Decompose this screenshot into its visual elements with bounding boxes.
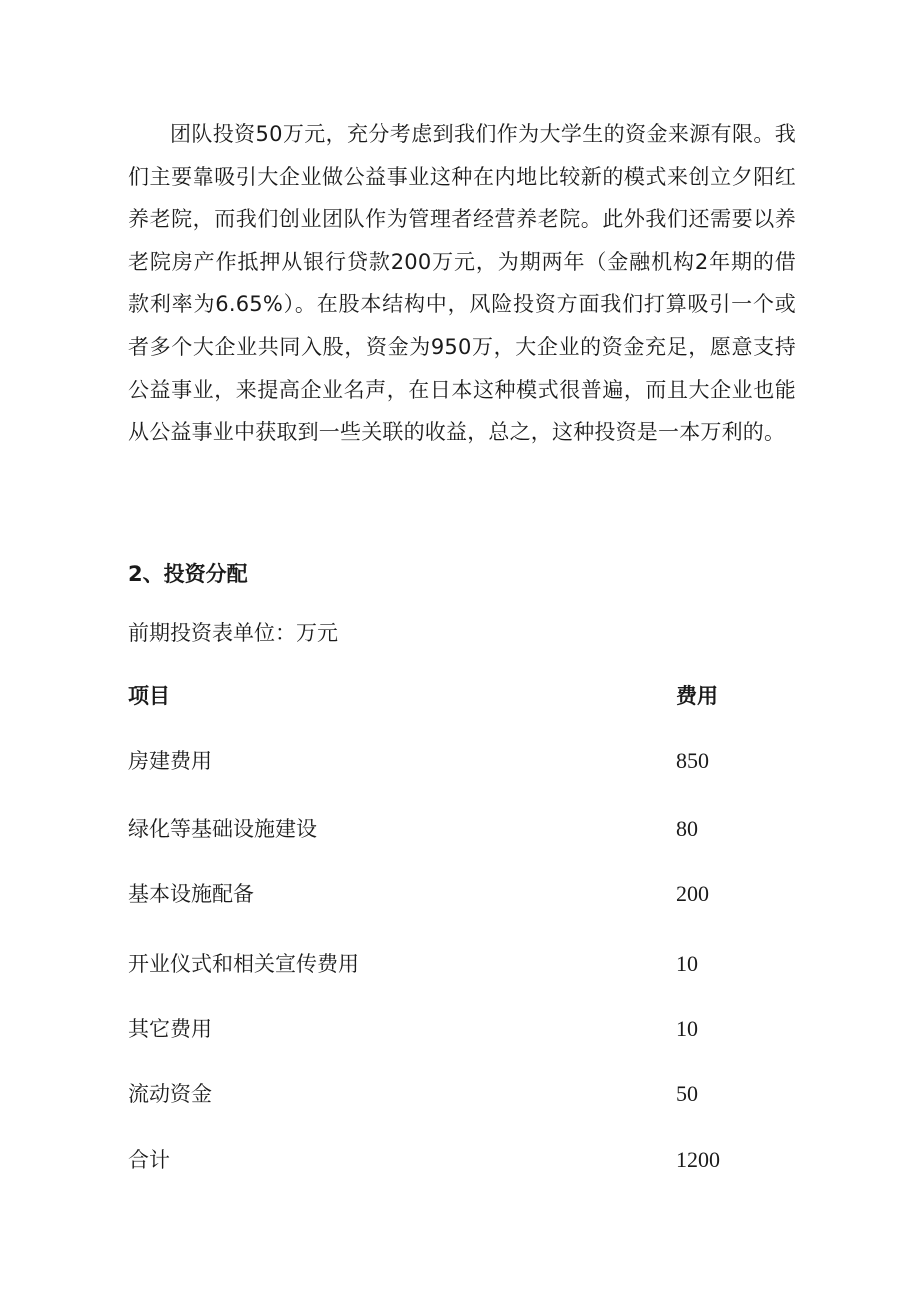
column-header-cost: 费用	[676, 684, 718, 708]
table-row-total	[128, 1143, 768, 1177]
table-row	[128, 812, 768, 846]
table-cell-item: 合计	[128, 1148, 170, 1172]
column-header-item: 项目	[128, 684, 170, 708]
table-header-row	[128, 679, 768, 713]
table-cell-cost: 200	[676, 881, 709, 906]
table-cell-item: 开业仪式和相关宣传费用	[128, 952, 359, 976]
table-cell-cost: 10	[676, 1016, 698, 1041]
table-cell-item: 其它费用	[128, 1017, 212, 1041]
table-row	[128, 1077, 768, 1111]
table-cell-cost: 50	[676, 1081, 698, 1106]
table-cell-item: 房建费用	[128, 749, 212, 773]
table-row	[128, 1012, 768, 1046]
table-cell-cost: 1200	[676, 1147, 720, 1172]
table-cell-cost: 80	[676, 816, 698, 841]
table-caption: 前期投资表单位：万元	[128, 621, 338, 645]
table-row	[128, 744, 768, 778]
table-cell-cost: 850	[676, 748, 709, 773]
section-heading: 2、投资分配	[128, 562, 248, 586]
body-paragraph: 团队投资50万元，充分考虑到我们作为大学生的资金来源有限。我们主要靠吸引大企业做公益事业这种在内地比较新的模式来创立夕阳红养老院，而我们创业团队作为管理者经营养老院。此外我们还需要以养老院房产作抵押从银行贷款200万元，为期两年（金融机构2年期的借款利率为6.65%）。在股本结构中，风险投资方面我们打算吸引一个或者多个大企业共同入股，资金为950万，大企业的资金充足，愿意支持公益事业，来提高企业名声，在日本这种模式很普遍，而且大企业也能从公益事业中获取到一些关联的收益，总之，这种投资是一本万利的。	[128, 122, 796, 445]
table-cell-item: 基本设施配备	[128, 882, 254, 906]
table-row	[128, 947, 768, 981]
table-cell-cost: 10	[676, 951, 698, 976]
table-cell-item: 绿化等基础设施建设	[128, 817, 317, 841]
table-cell-item: 流动资金	[128, 1082, 212, 1106]
table-row	[128, 877, 768, 911]
